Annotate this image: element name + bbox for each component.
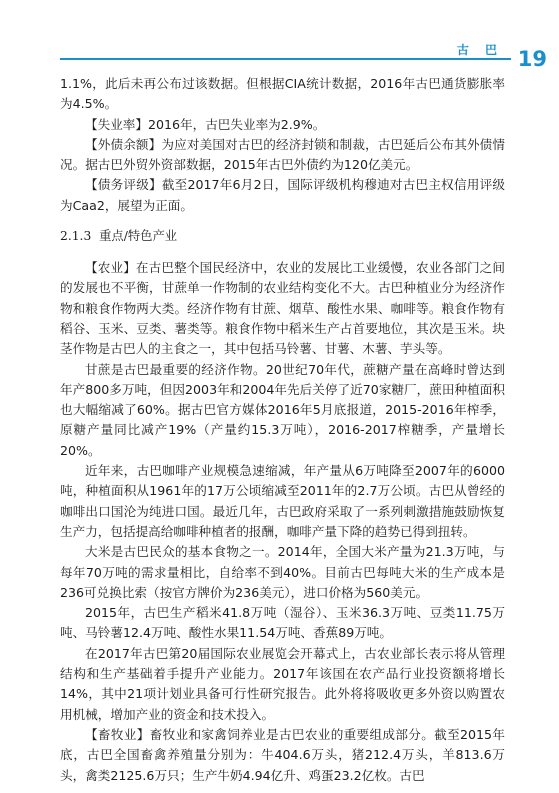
header-rule xyxy=(60,58,511,60)
paragraph-rice: 大米是古巴民众的基本食物之一。2014年，全国大米产量为21.3万吨，与每年70万吨的需求量相比，自给率不到40%。目前古巴每吨大米的生产成本是236可兑换比索（按官方牌价为236美元），进口价格为560美元。 xyxy=(60,544,505,600)
page-body xyxy=(60,74,505,786)
paragraph-livestock: 【畜牧业】畜牧业和家禽饲养业是古巴农业的重要组成部分。截至2015年底，古巴全国畜禽养殖量分别为：牛404.6万头，猪212.4万头，羊813.6万头，禽类2125.6万只；生产牛奶4.94亿升、鸡蛋23.2亿枚。古巴 xyxy=(60,726,505,783)
section-number: 2.1.3 xyxy=(60,229,92,244)
paragraph-inflation-cont: 1.1%，此后未再公布过该数据。但根据CIA统计数据，2016年古巴通货膨胀率为4.5%。 xyxy=(60,76,505,112)
paragraph-foreign-debt: 【外债余额】为应对美国对古巴的经济封锁和制裁，古巴延后公布其外债情况。据古巴外贸外资部数据，2015年古巴外债约为120亿美元。 xyxy=(60,136,505,173)
paragraph-agriculture: 【农业】在古巴整个国民经济中，农业的发展比工业缓慢，农业各部门之间的发展也不平衡，甘蔗单一作物制的农业结构变化不大。古巴种植业分为经济作物和粮食作物两大类。经济作物有甘蔗、烟草、酸性水果、咖啡等。粮食作物有稻谷、玉米、豆类、薯类等。粮食作物中稻米生产占首要地位，其次是玉米。块茎作物是古巴人的主食之一，其中包括马铃薯、甘薯、木薯、芋头等。 xyxy=(60,260,505,357)
paragraph-coffee: 近年来，古巴咖啡产业规模急速缩减，年产量从6万吨降至2007年的6000吨，种植面积从1961年的17万公顷缩减至2011年的2.7万公顷。古巴从曾经的咖啡出口国沦为纯进口国。最近几年，古巴政府采取了一系列刺激措施鼓励恢复生产力，包括提高给咖啡种植者的报酬，咖啡产量下降的趋势已得到扭转。 xyxy=(60,463,505,539)
section-heading xyxy=(60,227,505,245)
paragraph-unemployment: 【失业率】2016年，古巴失业率为2.9%。 xyxy=(85,116,326,132)
running-header-title: 古 巴 xyxy=(456,43,503,57)
paragraph-agri-expo: 在2017年古巴第20届国际农业展览会开幕式上，古农业部长表示将从管理结构和生产基础着手提升产业能力。2017年该国在农产品行业投资额将增长14%，其中21项计划业具备可行性研究报告。此外将将吸收更多外资以购置农用机械，增加产业的资金和技术投入。 xyxy=(60,645,505,722)
paragraph-debt-rating: 【债务评级】截至2017年6月2日，国际评级机构穆迪对古巴主权信用评级为Caa2，展望为正面。 xyxy=(60,177,505,213)
paragraph-crop-output: 2015年，古巴生产稻米41.8万吨（湿谷）、玉米36.3万吨、豆类11.75万吨、马铃薯12.4万吨、酸性水果11.54万吨、香蕉89万吨。 xyxy=(60,605,505,641)
page-number: 19 xyxy=(517,47,547,71)
paragraph-sugarcane: 甘蔗是古巴最重要的经济作物。20世纪70年代，蔗糖产量在高峰时曾达到年产800多万吨，但因2003年和2004年先后关停了近70家糖厂，蔗田种植面积也大幅缩减了60%。据古巴官方媒体2016年5月底报道，2015-2016年榨季，原糖产量同比减产19%（产量约15.3万吨），2016-2017榨糖季，产量增长20%。 xyxy=(60,361,505,458)
section-title: 重点/特色产业 xyxy=(99,229,178,244)
